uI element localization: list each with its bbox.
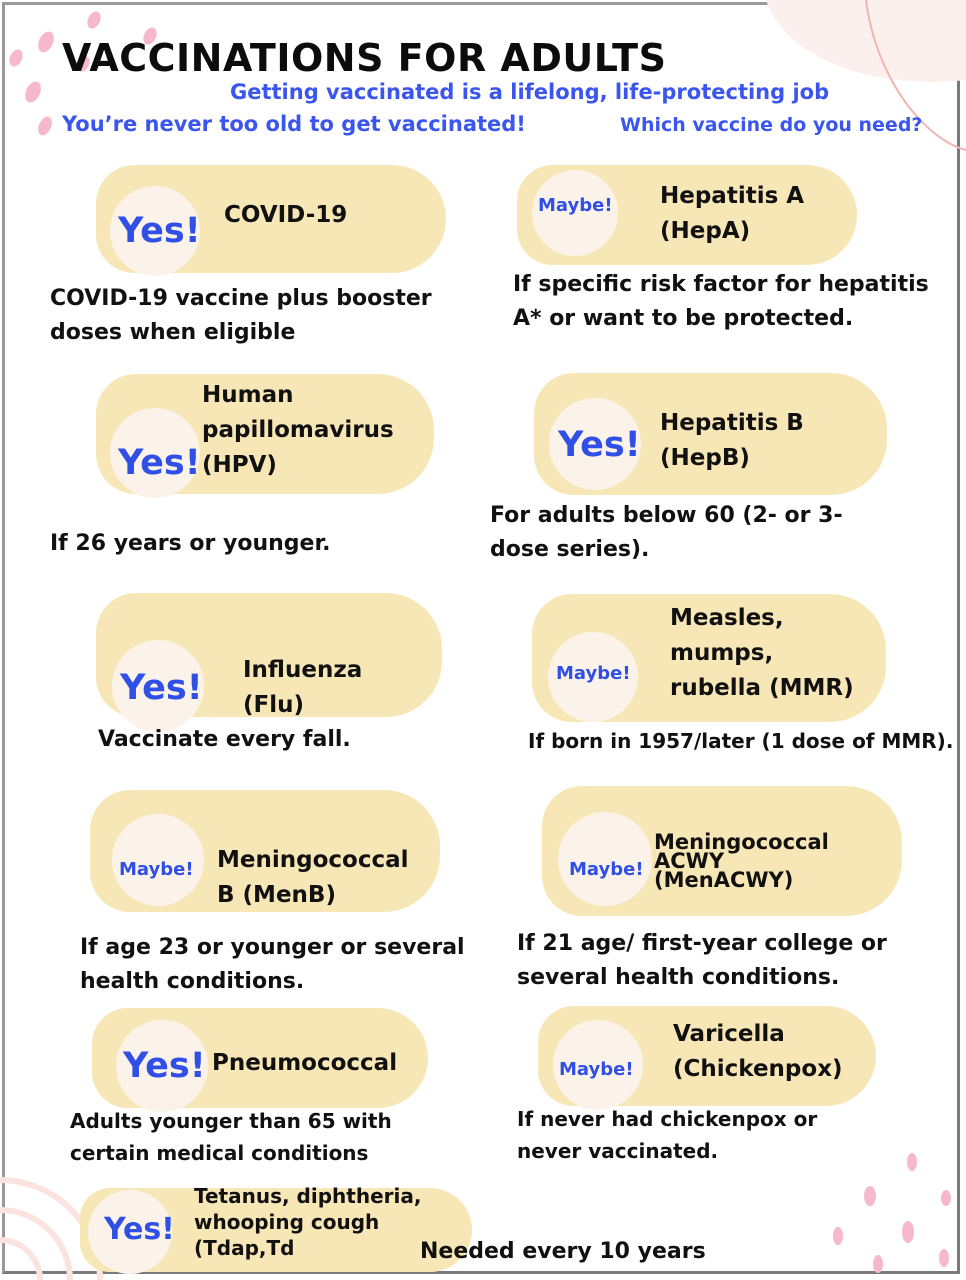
answer-label: Yes! <box>118 211 201 251</box>
vaccine-description: Adults younger than 65 with certain medical conditions <box>70 1109 392 1165</box>
answer-label: Maybe! <box>538 195 613 216</box>
answer-label: Maybe! <box>119 859 194 880</box>
vaccine-name: Pneumococcal <box>212 1050 398 1076</box>
vaccine-name: Hepatitis A (HepA) <box>660 183 805 244</box>
answer-label: Yes! <box>558 425 641 465</box>
vaccine-description: If specific risk factor for hepatitis A* or want to be protected. <box>513 272 929 331</box>
answer-label: Maybe! <box>569 859 644 880</box>
vaccine-description: Needed every 10 years <box>420 1239 706 1264</box>
vaccine-description: Vaccinate every fall. <box>98 727 351 752</box>
vaccine-name: Measles, mumps, rubella (MMR) <box>670 605 854 701</box>
vaccine-description: If born in 1957/later (1 dose of MMR). <box>528 729 954 753</box>
vaccine-description: If 21 age/ first-year college or several health conditions. <box>517 931 887 990</box>
answer-label: Yes! <box>118 443 201 483</box>
vaccine-name: Varicella (Chickenpox) <box>673 1021 843 1082</box>
page-subtitle: Getting vaccinated is a lifelong, life-protecting job <box>230 80 830 104</box>
tagline-left: You’re never too old to get vaccinated! <box>62 112 526 136</box>
vaccine-description: If age 23 or younger or several health conditions. <box>80 935 465 994</box>
vaccine-description: For adults below 60 (2- or 3- dose series). <box>490 503 843 562</box>
answer-label: Yes! <box>123 1046 206 1086</box>
vaccine-name: Human papillomavirus (HPV) <box>202 382 394 478</box>
vaccine-name: Influenza (Flu) <box>243 657 363 718</box>
vaccine-description: If never had chickenpox or never vaccinated. <box>517 1107 818 1163</box>
vaccine-name: Meningococcal ACWY (MenACWY) <box>654 830 829 892</box>
decor-top-left-dots-icon <box>0 0 200 160</box>
vaccine-description: COVID-19 vaccine plus booster doses when eligible <box>50 286 432 345</box>
vaccine-name: Hepatitis B (HepB) <box>660 410 804 471</box>
tagline-right: Which vaccine do you need? <box>620 114 923 136</box>
answer-label: Maybe! <box>559 1059 634 1080</box>
vaccine-name: Tetanus, diphtheria, whooping cough (Tdap,Td <box>194 1184 422 1260</box>
vaccine-name: COVID-19 <box>224 202 348 228</box>
answer-label: Yes! <box>120 668 203 708</box>
answer-label: Maybe! <box>556 663 631 684</box>
vaccine-description: If 26 years or younger. <box>50 531 331 556</box>
page-title: VACCINATIONS FOR ADULTS <box>62 36 667 80</box>
answer-label: Yes! <box>104 1212 175 1247</box>
vaccine-name: Meningococcal B (MenB) <box>217 847 409 908</box>
decor-bottom-right-dots-icon <box>826 1140 966 1280</box>
